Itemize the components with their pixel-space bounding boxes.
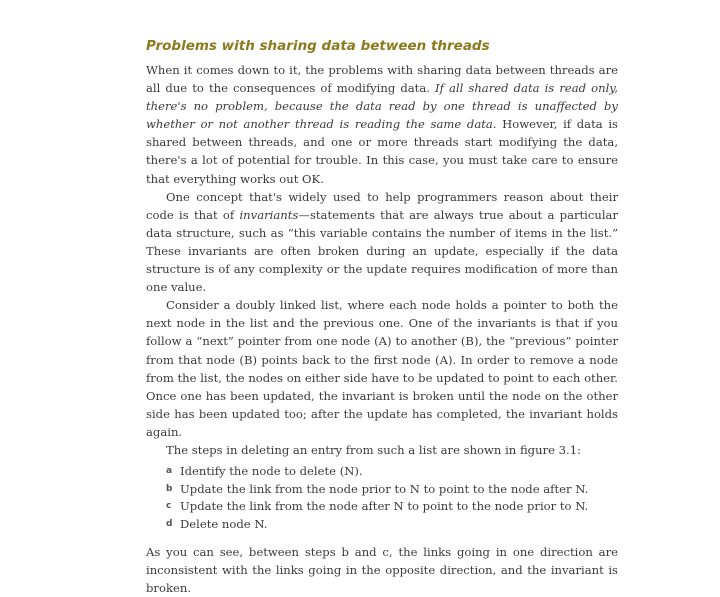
step-text: Delete node N. [180,516,268,531]
paragraph-2-italic: invariants [239,207,299,222]
step-text: Update the link from the node prior to N to point to the node after N. [180,481,589,496]
steps-list [146,463,618,533]
list-item [146,463,618,481]
paragraph-1-lead: When it comes down to it, the problems with sharing data between threads are all due to the consequences of modifying data. [146,63,618,96]
step-number: d [166,518,173,529]
step-text: Identify the node to delete (N). [180,464,363,479]
steps-intro: The steps in deleting an entry from such a list are shown in figure 3.1: [166,442,582,457]
step-number: b [166,483,173,494]
section-heading: Problems with sharing data between threads [146,38,490,54]
paragraph-2-tail: —statements that are always true about a particular data structure, such as “this variable contains the number of items in the list.” These invariants are often broken during an update, especially if the data structure is of any complexity or the update requires modification of more than one value. [146,207,619,295]
list-item [146,498,618,516]
step-number: a [166,466,173,477]
paragraph-1 [146,61,618,188]
paragraph-1-tail: However, if data is shared between threads, and one or more threads start modifying the data, there's a lot of potential for trouble. In this case, you must take care to ensure that everything works out OK. [146,117,618,186]
paragraph-3: Consider a doubly linked list, where each node holds a pointer to both the next node in the list and the previous one. One of the invariants is that if you follow a “next” pointer from one node (A) to another (B), the “previous” pointer from that node (B) points back to the first node (A). In order to remove a node from the list, the nodes on either side have to be updated to point to each other. Once one has been updated, the invariant is broken until the node on the other side has been updated too; after the update has completed, the invariant holds again. [146,298,618,439]
closing-paragraph: As you can see, between steps b and c, the links going in one direction are inconsistent with the links going in the opposite direction, and the invariant is broken. [146,545,618,596]
paragraph-2 [146,188,618,297]
list-item [146,516,618,534]
document-page [146,38,618,597]
paragraph-2-lead: One concept that's widely used to help programmers reason about their code is that of [146,189,618,222]
paragraph-1-italic: If all shared data is read only, there's no problem, because the data read by one thread is unaffected by whether or not another thread is reading the same data. [146,81,618,132]
list-item [146,481,618,499]
step-text: Update the link from the node after N to point to the node prior to N. [180,499,589,514]
step-number: c [166,501,172,512]
